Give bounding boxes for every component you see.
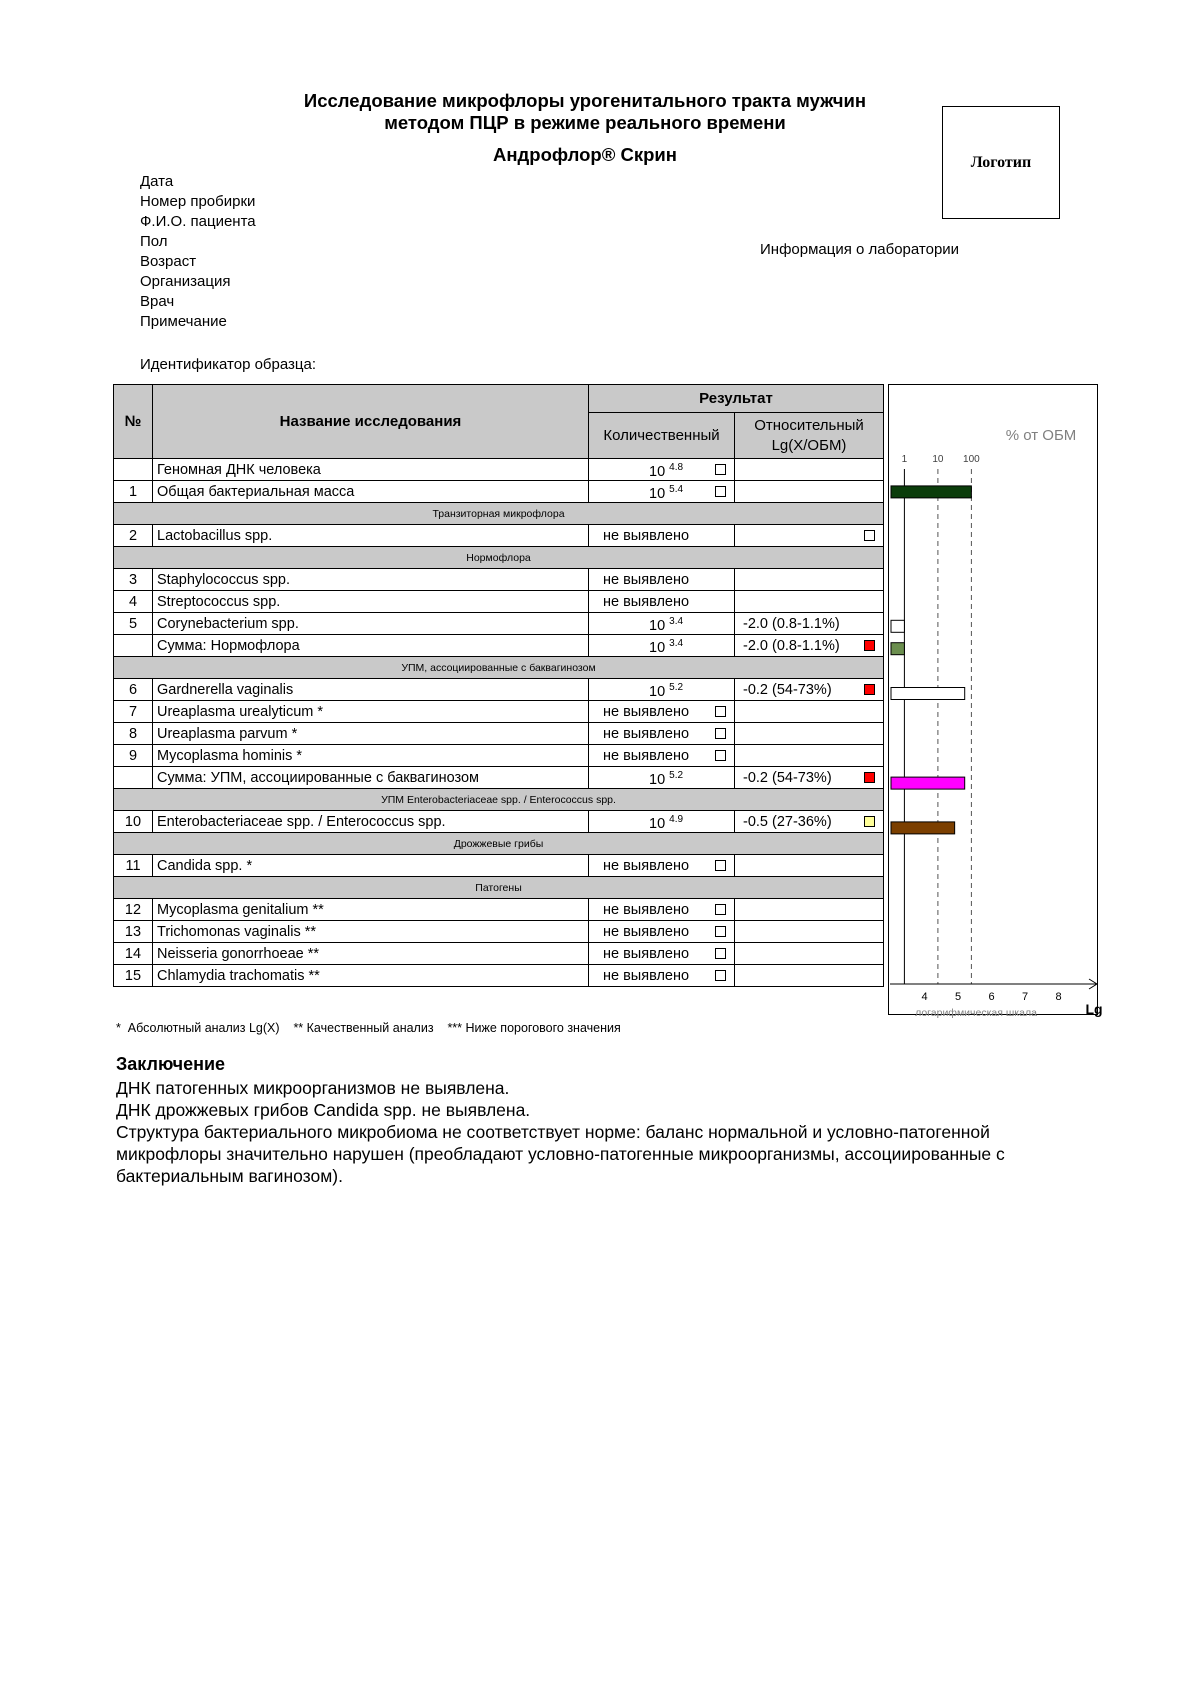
- status-indicator-icon: [864, 772, 875, 783]
- quantity-exponent: 4.9: [669, 814, 684, 825]
- chart-bar: [891, 777, 965, 789]
- not-detected-text: не выявлено: [603, 572, 690, 588]
- quantitative-result: [589, 679, 735, 701]
- section-row: [114, 657, 884, 679]
- conclusion-line-1: ДНК патогенных микроорганизмов не выявлена.: [116, 1078, 510, 1098]
- lab-info: Информация о лаборатории: [760, 241, 960, 258]
- relative-result: [735, 613, 884, 635]
- results-table-body: [114, 459, 884, 987]
- test-name: Mycoplasma genitalium **: [153, 899, 589, 921]
- result-checkbox-icon: [715, 728, 726, 739]
- not-detected-text: не выявлено: [603, 858, 690, 874]
- chart-bar: [891, 486, 971, 498]
- test-name: Сумма: УПМ, ассоциированные с баквагинозом: [153, 767, 589, 789]
- col-header-result: Результат: [589, 385, 884, 413]
- quantitative-result: [589, 723, 735, 745]
- title-line-1: Исследование микрофлоры урогенитального тракта мужчин: [303, 90, 867, 111]
- chart-bar: [891, 620, 904, 632]
- row-number: [114, 459, 153, 481]
- section-row: [114, 547, 884, 569]
- quantitative-result: [589, 591, 735, 613]
- test-name: Gardnerella vaginalis: [153, 679, 589, 701]
- label-note: Примечание: [140, 313, 227, 330]
- test-name: Общая бактериальная масса: [153, 481, 589, 503]
- relative-value: -0.2 (54-73%): [743, 770, 832, 786]
- table-row: [114, 635, 884, 657]
- not-detected-text: не выявлено: [603, 924, 690, 940]
- status-indicator-icon: [864, 530, 875, 541]
- quantity-exponent: 5.2: [669, 770, 684, 781]
- relative-result: [735, 767, 884, 789]
- not-detected-text: не выявлено: [603, 968, 690, 984]
- col-header-relative-line2: Lg(X/ОБМ): [771, 436, 847, 454]
- quantity-base: 10: [649, 639, 666, 656]
- test-name: Neisseria gonorrhoeae **: [153, 943, 589, 965]
- section-title: УПМ Enterobacteriaceae spp. / Enterococcus spp.: [114, 789, 884, 811]
- table-row: [114, 569, 884, 591]
- quantity-value: [649, 814, 683, 832]
- section-row: [114, 789, 884, 811]
- quantity-exponent: 5.4: [669, 484, 684, 495]
- quantity-exponent: 3.4: [669, 638, 684, 649]
- row-number: [114, 767, 153, 789]
- row-number: 12: [114, 899, 153, 921]
- label-sex: Пол: [140, 233, 168, 250]
- footnotes: * Абсолютный анализ Lg(X) ** Качественный анализ *** Ниже порогового значения: [116, 1021, 621, 1035]
- relative-result: [735, 591, 884, 613]
- chart-bar: [891, 643, 904, 655]
- not-detected-text: не выявлено: [603, 748, 690, 764]
- test-name: Corynebacterium spp.: [153, 613, 589, 635]
- x-tick-label: 7: [1021, 991, 1029, 1003]
- sample-id-label: Идентификатор образца:: [140, 356, 317, 373]
- quantity-value: [649, 484, 683, 502]
- x-axis-label: логарифмическая шкала: [915, 1007, 1037, 1019]
- lab-logo: Логотип: [942, 106, 1060, 219]
- relative-result: [735, 701, 884, 723]
- quantitative-result: [589, 481, 735, 503]
- result-checkbox-icon: [715, 706, 726, 717]
- x-tick-label: 6: [988, 991, 995, 1003]
- status-indicator-icon: [864, 816, 875, 827]
- relative-result: [735, 635, 884, 657]
- quantity-base: 10: [649, 485, 666, 502]
- row-number: 6: [114, 679, 153, 701]
- result-checkbox-icon: [715, 464, 726, 475]
- table-row: [114, 745, 884, 767]
- test-name: Сумма: Нормофлора: [153, 635, 589, 657]
- relative-result: [735, 943, 884, 965]
- relative-value: -0.5 (27-36%): [743, 814, 832, 830]
- relative-result: [735, 569, 884, 591]
- quantity-value: [649, 616, 683, 634]
- table-row: [114, 767, 884, 789]
- quantity-value: [649, 462, 683, 480]
- table-row: [114, 855, 884, 877]
- relative-result: [735, 899, 884, 921]
- results-table: [113, 384, 884, 987]
- relative-result: [735, 525, 884, 547]
- x-tick-label: 5: [954, 991, 962, 1003]
- not-detected-text: не выявлено: [603, 726, 690, 742]
- quantitative-result: [589, 767, 735, 789]
- test-name: Ureaplasma urealyticum *: [153, 701, 589, 723]
- row-number: [114, 635, 153, 657]
- row-number: 3: [114, 569, 153, 591]
- row-number: 11: [114, 855, 153, 877]
- chart-bar: [891, 822, 955, 834]
- table-row: [114, 679, 884, 701]
- quantity-value: [649, 638, 683, 656]
- label-date: Дата: [140, 173, 174, 190]
- relative-value: -0.2 (54-73%): [743, 682, 832, 698]
- result-checkbox-icon: [715, 860, 726, 871]
- relative-value: -2.0 (0.8-1.1%): [743, 616, 840, 632]
- col-header-name: Название исследования: [153, 385, 589, 459]
- quantitative-result: [589, 965, 735, 987]
- row-number: 4: [114, 591, 153, 613]
- test-name: Mycoplasma hominis *: [153, 745, 589, 767]
- bacterial-load-chart: [888, 384, 1108, 1064]
- table-row: [114, 921, 884, 943]
- relative-result: [735, 745, 884, 767]
- table-row: [114, 459, 884, 481]
- status-indicator-icon: [864, 640, 875, 651]
- table-row: [114, 481, 884, 503]
- quantitative-result: [589, 525, 735, 547]
- test-name: Геномная ДНК человека: [153, 459, 589, 481]
- table-row: [114, 525, 884, 547]
- section-row: [114, 877, 884, 899]
- quantity-exponent: 5.2: [669, 682, 684, 693]
- col-header-num: №: [114, 385, 153, 459]
- result-checkbox-icon: [715, 904, 726, 915]
- relative-result: [735, 855, 884, 877]
- section-row: [114, 503, 884, 525]
- quantitative-result: [589, 745, 735, 767]
- result-checkbox-icon: [715, 970, 726, 981]
- not-detected-text: не выявлено: [603, 528, 690, 544]
- relative-result: [735, 679, 884, 701]
- quantity-base: 10: [649, 617, 666, 634]
- quantitative-result: [589, 613, 735, 635]
- quantity-value: [649, 682, 683, 700]
- conclusion-line-3: Структура бактериального микробиома не соответствует норме: баланс нормальной и условно-патогенной микрофлоры значительно нарушен (преобладают условно-патогенные микроорганизмы, ассоциированные с бактериальным вагинозом).: [116, 1122, 1005, 1186]
- row-number: 7: [114, 701, 153, 723]
- not-detected-text: не выявлено: [603, 594, 690, 610]
- quantitative-result: [589, 921, 735, 943]
- table-row: [114, 965, 884, 987]
- table-row: [114, 701, 884, 723]
- test-name: Ureaplasma parvum *: [153, 723, 589, 745]
- test-name: Trichomonas vaginalis **: [153, 921, 589, 943]
- test-name: Chlamydia trachomatis **: [153, 965, 589, 987]
- conclusion-line-2: ДНК дрожжевых грибов Candida spp. не выявлена.: [116, 1100, 531, 1120]
- conclusion-text: [116, 1077, 1096, 1187]
- label-doctor: Врач: [140, 293, 175, 310]
- test-name: Candida spp. *: [153, 855, 589, 877]
- relative-value: -2.0 (0.8-1.1%): [743, 638, 840, 654]
- not-detected-text: не выявлено: [603, 902, 690, 918]
- quantity-exponent: 4.8: [669, 462, 684, 473]
- section-title: УПМ, ассоциированные с баквагинозом: [114, 657, 884, 679]
- conclusion-title: Заключение: [116, 1054, 226, 1074]
- table-row: [114, 613, 884, 635]
- quantity-base: 10: [649, 683, 666, 700]
- section-title: Нормофлора: [114, 547, 884, 569]
- quantitative-result: [589, 811, 735, 833]
- not-detected-text: не выявлено: [603, 946, 690, 962]
- test-name: Enterobacteriaceae spp. / Enterococcus spp.: [153, 811, 589, 833]
- test-name: Lactobacillus spp.: [153, 525, 589, 547]
- quantity-exponent: 3.4: [669, 616, 684, 627]
- label-age: Возраст: [140, 253, 197, 270]
- section-title: Патогены: [114, 877, 884, 899]
- result-checkbox-icon: [715, 486, 726, 497]
- x-tick-label: 4: [921, 991, 928, 1003]
- relative-result: [735, 921, 884, 943]
- chart-title: % от ОБМ: [1005, 427, 1077, 444]
- relative-result: [735, 811, 884, 833]
- quantitative-result: [589, 635, 735, 657]
- row-number: 2: [114, 525, 153, 547]
- test-name: Staphylococcus spp.: [153, 569, 589, 591]
- result-checkbox-icon: [715, 948, 726, 959]
- test-name: Streptococcus spp.: [153, 591, 589, 613]
- relative-result: [735, 481, 884, 503]
- report-subtitle: Андрофлор® Скрин: [493, 144, 677, 165]
- row-number: 1: [114, 481, 153, 503]
- percent-tick-label: 10: [932, 454, 944, 465]
- chart-bar: [891, 688, 965, 700]
- report-title: [200, 90, 970, 134]
- section-title: Транзиторная микрофлора: [114, 503, 884, 525]
- table-row: [114, 723, 884, 745]
- status-indicator-icon: [864, 684, 875, 695]
- x-axis-unit: Lg: [1085, 1001, 1103, 1017]
- col-header-relative-line1: Относительный: [754, 416, 864, 434]
- label-tube-number: Номер пробирки: [140, 193, 256, 210]
- quantitative-result: [589, 943, 735, 965]
- quantitative-result: [589, 855, 735, 877]
- patient-info-labels: [140, 172, 256, 332]
- table-row: [114, 899, 884, 921]
- quantity-value: [649, 770, 683, 788]
- title-line-2: методом ПЦР в режиме реального времени: [384, 112, 786, 133]
- section-row: [114, 833, 884, 855]
- relative-result: [735, 459, 884, 481]
- section-title: Дрожжевые грибы: [114, 833, 884, 855]
- relative-result: [735, 723, 884, 745]
- label-patient-name: Ф.И.О. пациента: [140, 213, 256, 230]
- row-number: 14: [114, 943, 153, 965]
- not-detected-text: не выявлено: [603, 704, 690, 720]
- percent-tick-label: 100: [963, 454, 980, 465]
- quantitative-result: [589, 569, 735, 591]
- quantitative-result: [589, 899, 735, 921]
- quantity-base: 10: [649, 771, 666, 788]
- quantity-base: 10: [649, 463, 666, 480]
- quantitative-result: [589, 701, 735, 723]
- result-checkbox-icon: [715, 926, 726, 937]
- row-number: 13: [114, 921, 153, 943]
- row-number: 10: [114, 811, 153, 833]
- col-header-relative: [735, 413, 884, 459]
- row-number: 5: [114, 613, 153, 635]
- row-number: 15: [114, 965, 153, 987]
- result-checkbox-icon: [715, 750, 726, 761]
- label-organization: Организация: [140, 273, 231, 290]
- col-header-quantitative: Количественный: [589, 413, 735, 459]
- row-number: 9: [114, 745, 153, 767]
- quantitative-result: [589, 459, 735, 481]
- x-tick-label: 8: [1055, 991, 1062, 1003]
- table-row: [114, 811, 884, 833]
- row-number: 8: [114, 723, 153, 745]
- quantity-base: 10: [649, 815, 666, 832]
- table-row: [114, 943, 884, 965]
- relative-result: [735, 965, 884, 987]
- percent-tick-label: 1: [901, 454, 908, 465]
- table-row: [114, 591, 884, 613]
